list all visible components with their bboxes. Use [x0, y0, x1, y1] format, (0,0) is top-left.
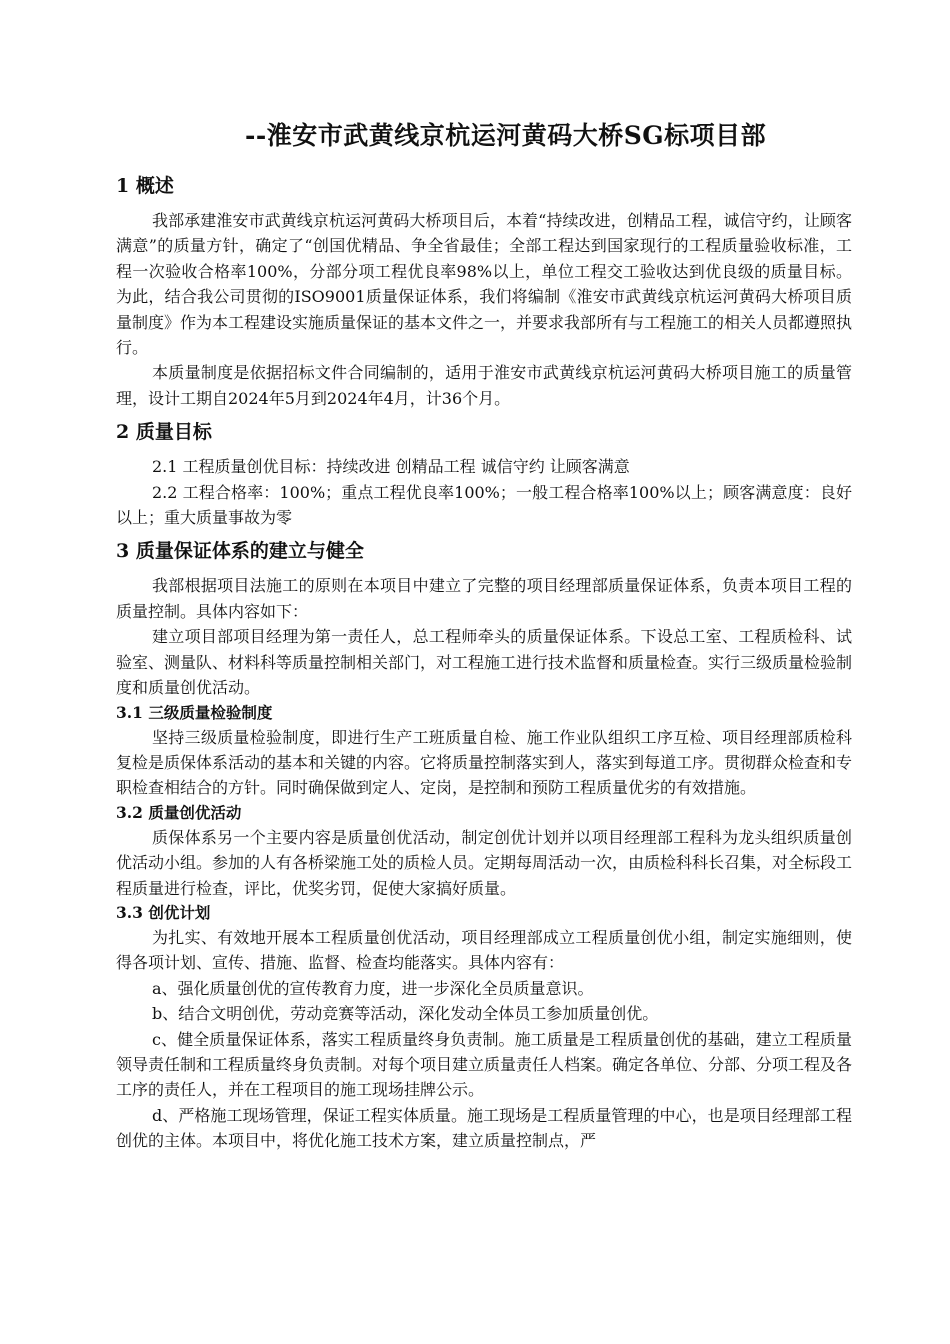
list-item-d: d、严格施工现场管理，保证工程实体质量。施工现场是工程质量管理的中心，也是项目经理部工程创优的主体。本项目中，将优化施工技术方案，建立质量控制点，严 — [116, 1105, 852, 1151]
list-item-a: a、强化质量创优的宣传教育力度，进一步深化全员质量意识。 — [152, 978, 594, 998]
list-item-b: b、结合文明创优，劳动竞赛等活动，深化发动全体员工参加质量创优。 — [152, 1004, 659, 1024]
paragraph: 2.1 工程质量创优目标：持续改进 创精品工程 诚信守约 让顾客满意 — [152, 457, 630, 477]
paragraph: 2.2 工程合格率：100%；重点工程优良率100%；一般工程合格率100%以上；顾客满意度：良好以上；重大质量事故为零 — [116, 482, 852, 528]
document-title: --淮安市武黄线京杭运河黄码大桥SG标项目部 — [245, 121, 767, 150]
document-body — [116, 170, 852, 1154]
paragraph: 质保体系另一个主要内容是质量创优活动，制定创优计划并以项目经理部工程科为龙头组织质量创优活动小组。参加的人有各桥梁施工处的质检人员。定期每周活动一次，由质检科科长召集，对全标段工程质量进行检查，评比，优奖劣罚，促使大家搞好质量。 — [116, 827, 853, 898]
paragraph: 坚持三级质量检验制度，即进行生产工班质量自检、施工作业队组织工序互检、项目经理部质检科复检是质保体系活动的基本和关键的内容。它将质量控制落实到人，落实到每道工序。贯彻群众检查和专职检查相结合的方针。同时确保做到定人、定岗，是控制和预防工程质量优劣的有效措施。 — [116, 727, 853, 798]
subsection-heading-3-1: 3.1 三级质量检验制度 — [116, 702, 273, 722]
section-heading-1: 1 概述 — [116, 175, 174, 197]
paragraph: 本质量制度是依据招标文件合同编制的，适用于淮安市武黄线京杭运河黄码大桥项目施工的质量管理，设计工期自2024年5月到2024年4月，计36个月。 — [116, 363, 852, 408]
paragraph: 我部承建淮安市武黄线京杭运河黄码大桥项目后，本着“持续改进，创精品工程，诚信守约，让顾客满意”的质量方针，确定了“创国优精品、争全省最佳；全部工程达到国家现行的工程质量验收标准，工程一次验收合格率100%，分部分项工程优良率98%以上，单位工程交工验收达到优良级的质量目标。为此，结合我公司贯彻的ISO9001质量保证体系，我们将编制《淮安市武黄线京杭运河黄码大桥项目质量制度》作为本工程建设实施质量保证的基本文件之一，并要求我部所有与工程施工的相关人员都遵照执行。 — [116, 211, 853, 358]
paragraph: 为扎实、有效地开展本工程质量创优活动，项目经理部成立工程质量创优小组，制定实施细则，使得各项计划、宣传、措施、监督、检查均能落实。具体内容有： — [116, 927, 852, 973]
list-item-c: c、健全质量保证体系，落实工程质量终身负责制。施工质量是工程质量创优的基础，建立工程质量领导责任制和工程质量终身负责制。对每个项目建立质量责任人档案。确定各单位、分部、分项工程及各工序的责任人，并在工程项目的施工现场挂牌公示。 — [116, 1029, 853, 1100]
subsection-heading-3-3: 3.3 创优计划 — [116, 902, 211, 922]
paragraph: 我部根据项目法施工的原则在本项目中建立了完整的项目经理部质量保证体系，负责本项目工程的质量控制。具体内容如下： — [116, 576, 852, 621]
section-heading-2: 2 质量目标 — [116, 421, 212, 444]
section-heading-3: 3 质量保证体系的建立与健全 — [116, 540, 364, 563]
subsection-heading-3-2: 3.2 质量创优活动 — [116, 802, 242, 822]
paragraph: 建立项目部项目经理为第一责任人，总工程师牵头的质量保证体系。下设总工室、工程质检科、试验室、测量队、材料科等质量控制相关部门，对工程施工进行技术监督和质量检查。实行三级质量检验制度和质量创优活动。 — [116, 627, 853, 698]
